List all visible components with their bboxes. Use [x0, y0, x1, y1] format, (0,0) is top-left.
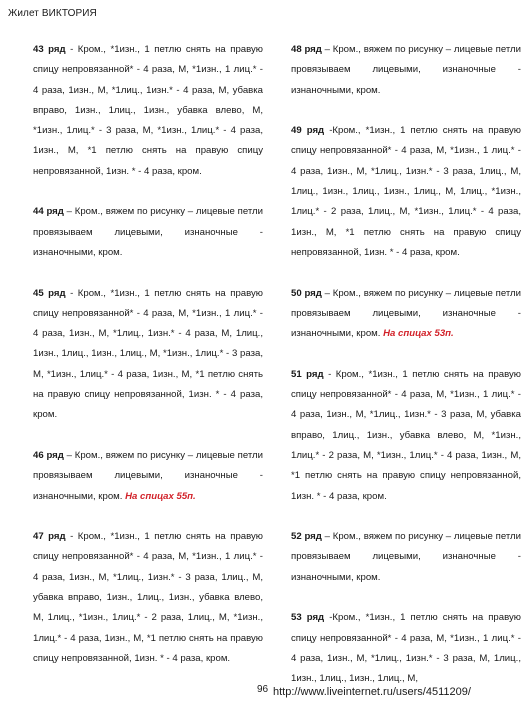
row-text: – Кром., вяжем по рисунку – лицевые петли провязываем лицевыми, изнаночные - изнаночными, кром. — [33, 449, 264, 502]
row-text: – Кром., вяжем по рисунку – лицевые петли провязываем лицевыми, изнаночные - изнаночными, кром. — [291, 44, 522, 96]
row-instruction-50 — [291, 284, 521, 345]
row-text: – Кром., вяжем по рисунку – лицевые петли провязываем лицевыми, изнаночные - изнаночными, кром. — [33, 206, 264, 258]
row-instruction-52 — [291, 527, 521, 588]
row-label: 46 ряд — [33, 449, 64, 461]
page-number: 96 — [257, 684, 269, 695]
row-label: 44 ряд — [33, 206, 64, 218]
row-text: -Кром., *1изн., 1 петлю снять на правую спицу непровязанной* - 4 раза, М, *1изн., 1 лиц.* - 4 раза, 1изн., М, *1лиц., 1изн.* - 3 раза, М, 1лиц., 1изн., 1лиц., 1изн., 1лиц., М, — [291, 612, 521, 685]
document-title: Жилет ВИКТОРИЯ — [8, 8, 97, 19]
left-column — [33, 40, 263, 690]
row-label: 43 ряд — [33, 44, 66, 55]
row-label: 48 ряд — [291, 44, 322, 55]
row-instruction-47 — [33, 527, 263, 669]
stitch-count-note: На спицах 53п. — [383, 328, 454, 340]
row-label: 51 ряд — [291, 368, 324, 380]
row-label: 45 ряд — [33, 287, 66, 299]
row-instruction-46 — [33, 446, 263, 507]
row-text: - Кром., *1изн., 1 петлю снять на правую спицу непровязанной* - 4 раза, М, *1изн., 1 лиц.* - 4 раза, 1изн., М, *1лиц., 1изн.* - 4 раза, М, убавка вправо, 1изн., 1лиц., 1изн., убавка влево, М, *1изн., 1лиц.* - 3 раза, М, *1изн., 1лиц.* - 4 раза, 1изн., М, *1 петлю снять на правую спицу непровязанной, 1изн. * - 4 раза, кром. — [33, 44, 263, 177]
row-instruction-49 — [291, 121, 521, 263]
row-instruction-45 — [33, 284, 263, 426]
row-text: - Кром., *1изн., 1 петлю снять на правую спицу непровязанной* - 4 раза, М, *1изн., 1 лиц.* - 4 раза, 1изн., М, *1лиц., 1изн.* - 3 раза, 1лиц., М, убавка вправо, 1изн., 1лиц., 1изн., убавка влево, М, 1лиц., *1изн., 1лиц.* - 2 раза, 1лиц., М, *1изн., 1лиц.* - 4 раза, 1изн., М, *1 петлю снять на правую спицу непровязанной, 1изн. * - 4 раза, кром. — [33, 531, 263, 664]
row-label: 50 ряд — [291, 287, 322, 299]
row-text: – Кром., вяжем по рисунку – лицевые петли провязываем лицевыми, изнаночные - изнаночными, кром. — [291, 287, 522, 340]
right-column — [291, 40, 521, 710]
source-url-watermark: http://www.liveinternet.ru/users/4511209/ — [273, 686, 471, 698]
row-label: 49 ряд — [291, 125, 325, 137]
row-instruction-48 — [291, 40, 521, 101]
row-label: 52 ряд — [291, 531, 322, 543]
stitch-count-note: На спицах 55п. — [125, 490, 196, 502]
row-text: – Кром., вяжем по рисунку – лицевые петли провязываем лицевыми, изнаночные - изнаночными, кром. — [291, 531, 522, 583]
row-text: - Кром., *1изн., 1 петлю снять на правую спицу непровязанной* - 4 раза, М, *1изн., 1 лиц.* - 4 раза, 1изн., М, *1лиц., 1изн.* - 3 раза, М, убавка вправо, 1лиц., 1изн., убавка влево, М, *1изн., 1лиц.* - 2 раза, М, *1изн., 1лиц.* - 4 раза, 1изн., М, *1 петлю снять на правую спицу непровязанной, 1изн. * - 4 раза, кром. — [291, 368, 521, 502]
row-instruction-43 — [33, 40, 263, 182]
row-label: 53 ряд — [291, 612, 325, 624]
row-text: -Кром., *1изн., 1 петлю снять на правую спицу непровязанной* - 4 раза, М, *1изн., 1 лиц.* - 4 раза, 1изн., М, *1лиц., 1изн.* - 3 раза, 1лиц., М, 1лиц., 1изн., 1лиц., 1изн., 1лиц., М, 1лиц., *1изн., 1лиц.* - 2 раза, 1лиц., М, *1изн., 1лиц.* - 4 раза, 1изн., М, *1 петлю снять на правую спицу непровязанной, 1изн. * - 4 раза, кром. — [291, 125, 521, 258]
row-instruction-51 — [291, 365, 521, 507]
row-text: - Кром., *1изн., 1 петлю снять на правую спицу непровязанной* - 4 раза, М, *1изн., 1 лиц.* - 4 раза, 1изн., М, *1лиц., 1изн.* - 4 раза, М, 1лиц., 1изн., 1лиц., 1изн., 1лиц., М, *1изн., 1лиц.* - 3 раза, М, *1изн., 1лиц.* - 4 раза, 1изн., М, *1 петлю снять на правую спицу непровязанной, 1изн. * - 4 раза, кром. — [33, 287, 263, 421]
document-header — [8, 8, 97, 19]
row-label: 47 ряд — [33, 531, 66, 543]
row-instruction-44 — [33, 202, 263, 263]
row-instruction-53 — [291, 608, 521, 689]
